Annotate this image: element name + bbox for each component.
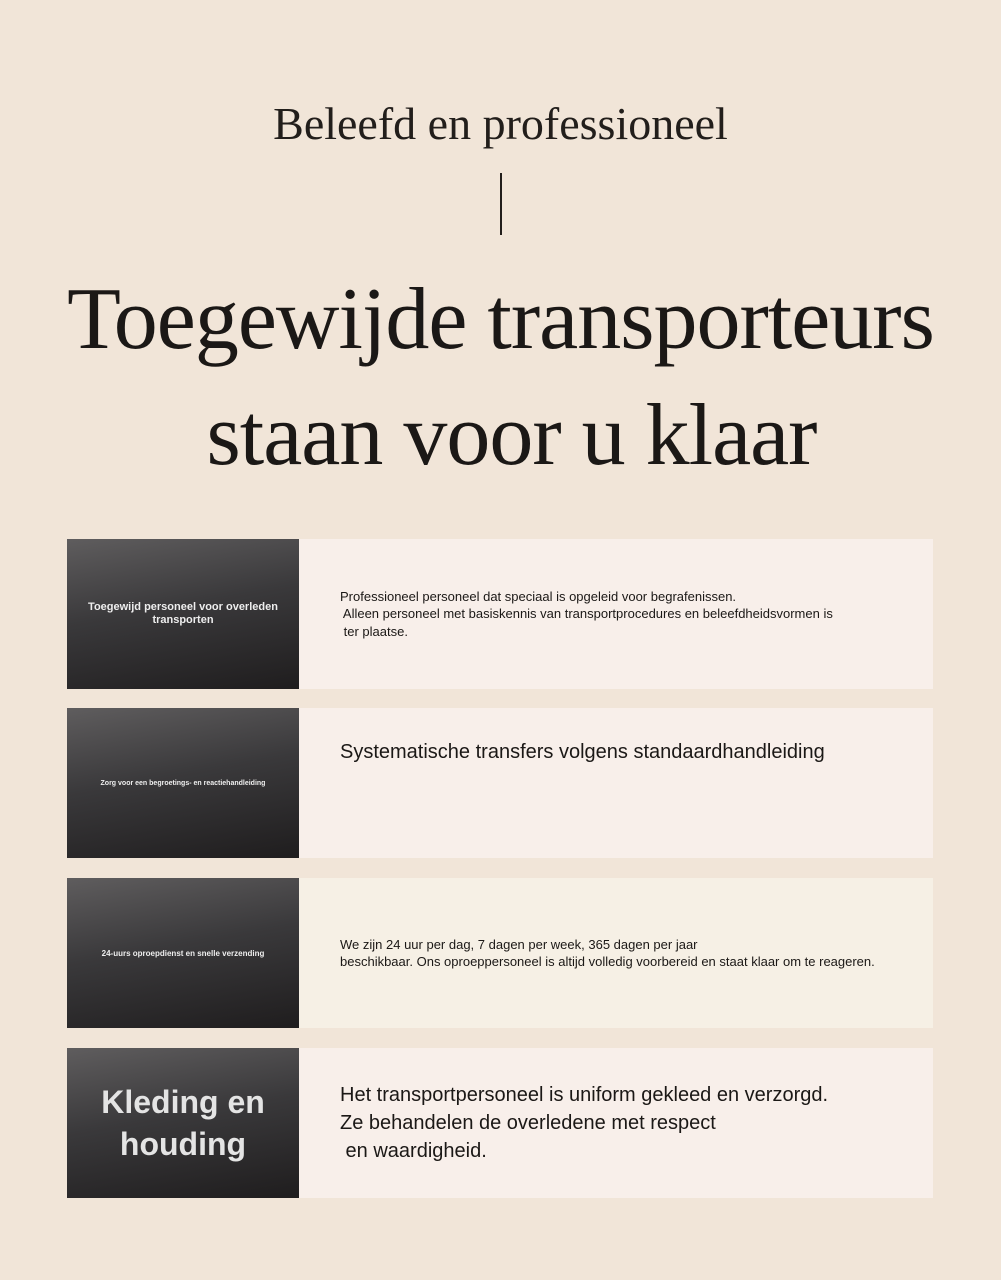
text-line: en waardigheid. [340,1140,487,1162]
text-line: Professioneel personeel dat speciaal is opgeleid voor begrafenissen. [340,588,737,604]
feature-row [67,878,933,1028]
text-line: ter plaatse. [340,623,408,639]
feature-label: 24-uurs oproepdienst en snelle verzending [67,878,299,1028]
divider [500,173,502,235]
text-line: beschikbaar. Ons oproeppersoneel is altijd volledig voorbereid en staat klaar om te reageren. [340,954,875,969]
feature-description [299,878,933,1028]
feature-label: Kleding en houding [67,1048,299,1198]
text-line: Het transportpersoneel is uniform gekleed en verzorgd. [340,1084,829,1106]
feature-row [67,708,933,858]
text-line: We zijn 24 uur per dag, 7 dagen per week, 365 dagen per jaar [340,936,698,952]
feature-label: Zorg voor een begroetings- en reactiehandleiding [67,708,299,858]
subtitle: Beleefd en professioneel [273,98,728,149]
feature-description [299,708,933,858]
feature-label: Toegewijd personeel voor overleden transporten [67,539,299,689]
feature-row [67,1048,933,1198]
text-line: Ze behandelen de overledene met respect [340,1112,716,1134]
text-line: Systematische transfers volgens standaardhandleiding [340,741,825,763]
text-line: Alleen personeel met basiskennis van transportprocedures en beleefdheidsvormen is [340,606,833,622]
title-line-2: staan voor u klaar [206,387,817,484]
page-title [0,262,1001,494]
feature-row [67,539,933,689]
feature-description [299,1048,933,1198]
feature-description [299,539,933,689]
title-line-1: Toegewijde transporteurs [67,271,934,368]
